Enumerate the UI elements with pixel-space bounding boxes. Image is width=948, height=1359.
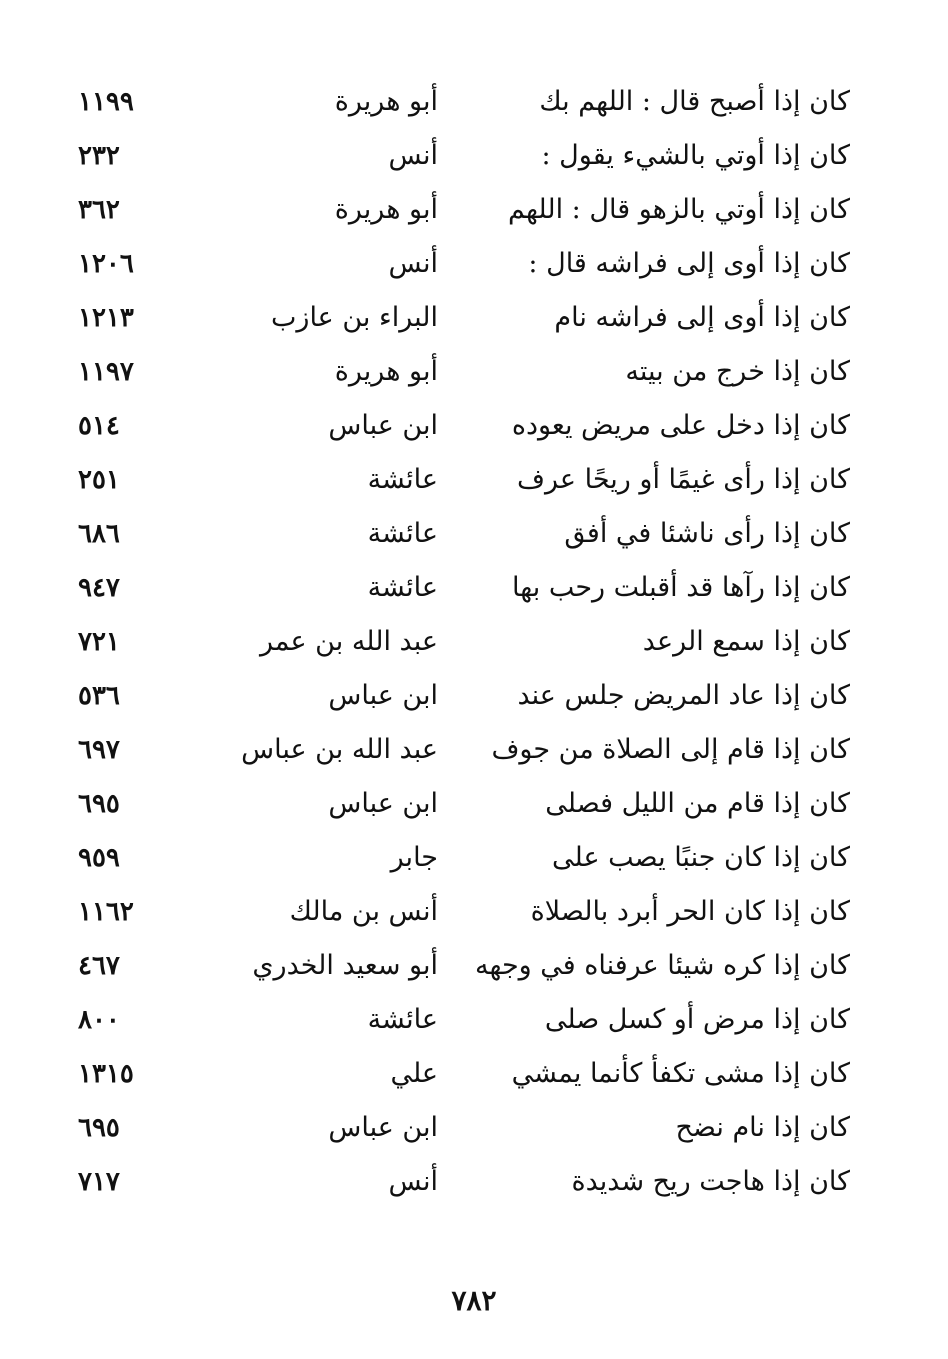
- narrator-name: أبو هريرة: [334, 86, 438, 117]
- narrator-name: عائشة: [367, 518, 438, 549]
- hadith-number: ٥٣٦: [78, 681, 120, 711]
- narrator-name: ابن عباس: [328, 410, 438, 441]
- hadith-text: كان إذا أوى إلى فراشه نام: [554, 302, 850, 333]
- hadith-text: كان إذا رأى غيمًا أو ريحًا عرف: [517, 464, 850, 495]
- hadith-number: ٦٨٦: [78, 519, 120, 549]
- narrator-name: ابن عباس: [328, 788, 438, 819]
- narrator-name: عبد الله بن عباس: [241, 734, 438, 765]
- hadith-number: ٣٦٢: [78, 195, 120, 225]
- hadith-number: ٨٠٠: [78, 1005, 120, 1035]
- narrator-name: علي: [390, 1058, 438, 1089]
- narrator-name: عبد الله بن عمر: [259, 626, 438, 657]
- narrator-name: جابر: [390, 842, 438, 873]
- index-row: [0, 292, 948, 346]
- hadith-text: كان إذا قام من الليل فصلى: [545, 788, 850, 819]
- index-row: [0, 832, 948, 886]
- hadith-text: كان إذا سمع الرعد: [642, 626, 850, 657]
- narrator-name: أنس: [388, 248, 438, 279]
- hadith-text: كان إذا أوتي بالشيء يقول :: [541, 140, 850, 171]
- index-row: [0, 130, 948, 184]
- narrator-name: أنس: [388, 1166, 438, 1197]
- index-row: [0, 184, 948, 238]
- index-row: [0, 562, 948, 616]
- narrator-name: ابن عباس: [328, 1112, 438, 1143]
- hadith-text: كان إذا دخل على مريض يعوده: [511, 410, 850, 441]
- hadith-number: ٥١٤: [78, 411, 120, 441]
- hadith-text: كان إذا قام إلى الصلاة من جوف: [491, 734, 850, 765]
- index-row: [0, 238, 948, 292]
- hadith-number: ٧٢١: [78, 627, 120, 657]
- page-number: ٧٨٢: [451, 1284, 497, 1317]
- hadith-text: كان إذا رآها قد أقبلت رحب بها: [512, 572, 850, 603]
- narrator-name: البراء بن عازب: [271, 302, 438, 333]
- hadith-number: ٦٩٧: [78, 735, 120, 765]
- hadith-number: ٦٩٥: [78, 789, 120, 819]
- hadith-number: ١٢٠٦: [78, 249, 134, 279]
- narrator-name: أبو هريرة: [334, 194, 438, 225]
- index-row: [0, 1048, 948, 1102]
- narrator-name: أبو هريرة: [334, 356, 438, 387]
- hadith-text: كان إذا هاجت ريح شديدة: [571, 1166, 850, 1197]
- index-row: [0, 76, 948, 130]
- index-row: [0, 1156, 948, 1210]
- hadith-text: كان إذا كره شيئا عرفناه في وجهه: [475, 950, 850, 981]
- narrator-name: عائشة: [367, 572, 438, 603]
- hadith-text: كان إذا أصبح قال : اللهم بك: [539, 86, 850, 117]
- hadith-number: ٢٣٢: [78, 141, 120, 171]
- hadith-text: كان إذا أوى إلى فراشه قال :: [528, 248, 850, 279]
- index-row: [0, 886, 948, 940]
- hadith-number: ٩٥٩: [78, 843, 120, 873]
- index-row: [0, 724, 948, 778]
- hadith-text: كان إذا كان جنبًا يصب على: [552, 842, 850, 873]
- hadith-number: ٢٥١: [78, 465, 120, 495]
- hadith-number: ٦٩٥: [78, 1113, 120, 1143]
- narrator-name: عائشة: [367, 1004, 438, 1035]
- hadith-number: ٩٤٧: [78, 573, 120, 603]
- hadith-text: كان إذا مشى تكفأ كأنما يمشي: [511, 1058, 850, 1089]
- index-row: [0, 778, 948, 832]
- hadith-text: كان إذا مرض أو كسل صلى: [544, 1004, 850, 1035]
- narrator-name: أبو سعيد الخدري: [252, 950, 438, 981]
- index-row: [0, 616, 948, 670]
- hadith-text: كان إذا عاد المريض جلس عند: [517, 680, 850, 711]
- hadith-number: ١١٩٩: [78, 87, 134, 117]
- index-row: [0, 670, 948, 724]
- hadith-number: ١١٦٢: [78, 897, 134, 927]
- index-row: [0, 1102, 948, 1156]
- hadith-index-table: [0, 76, 948, 1210]
- index-row: [0, 400, 948, 454]
- hadith-number: ١٢١٣: [78, 303, 134, 333]
- index-row: [0, 454, 948, 508]
- index-row: [0, 346, 948, 400]
- hadith-number: ٧١٧: [78, 1167, 120, 1197]
- hadith-number: ١١٩٧: [78, 357, 134, 387]
- hadith-number: ٤٦٧: [78, 951, 120, 981]
- narrator-name: أنس بن مالك: [289, 896, 438, 927]
- narrator-name: ابن عباس: [328, 680, 438, 711]
- hadith-text: كان إذا خرج من بيته: [625, 356, 850, 387]
- narrator-name: عائشة: [367, 464, 438, 495]
- index-row: [0, 940, 948, 994]
- hadith-text: كان إذا نام نضح: [675, 1112, 850, 1143]
- hadith-text: كان إذا رأى ناشئا في أفق: [564, 518, 850, 549]
- hadith-text: كان إذا كان الحر أبرد بالصلاة: [530, 896, 850, 927]
- narrator-name: أنس: [388, 140, 438, 171]
- index-row: [0, 994, 948, 1048]
- hadith-text: كان إذا أوتي بالزهو قال : اللهم: [508, 194, 850, 225]
- hadith-number: ١٣١٥: [78, 1059, 134, 1089]
- index-row: [0, 508, 948, 562]
